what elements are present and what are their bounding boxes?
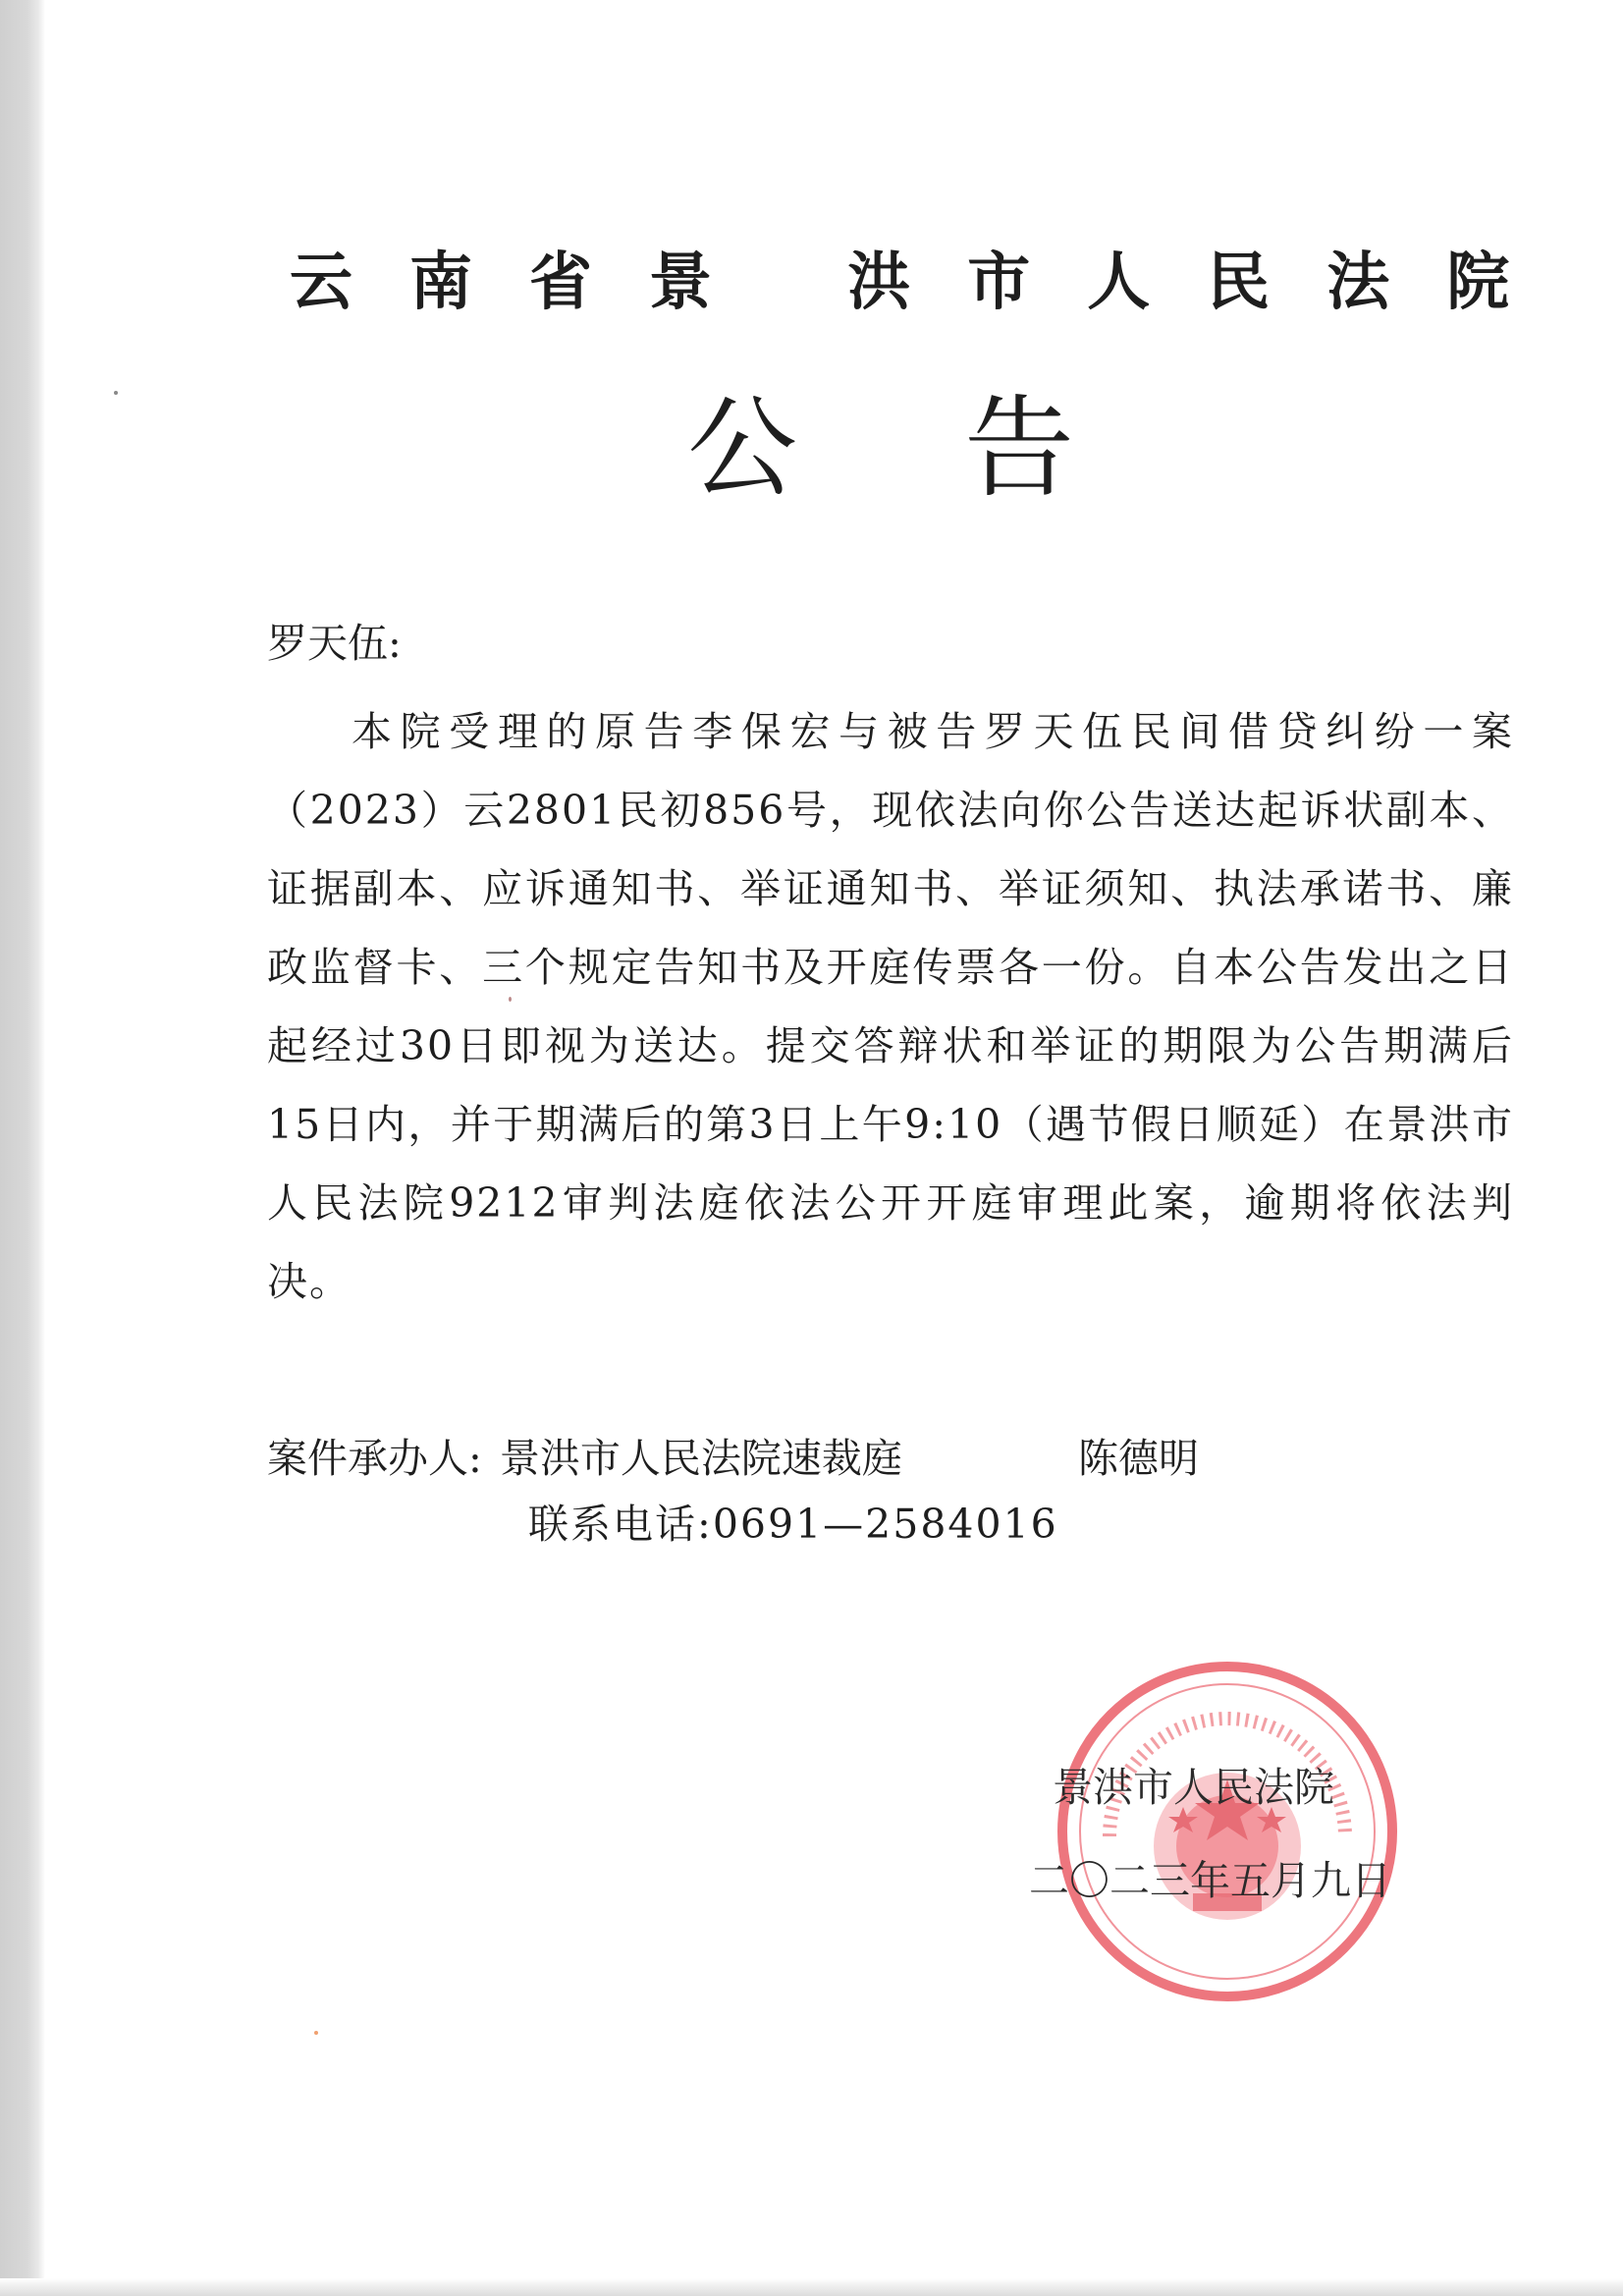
scan-edge <box>0 0 45 2296</box>
court-seal <box>1055 1660 1399 2003</box>
contact-phone-number: 0691—2584016 <box>712 1501 1058 1548</box>
case-handler-row <box>267 1429 902 1488</box>
contact-phone-label: 联系电话: <box>528 1501 713 1548</box>
court-title: 云南省景 洪市人民法院 <box>290 246 1567 319</box>
signature-date: 二〇二三年五月九日 <box>1029 1857 1391 1904</box>
case-handler-label: 案件承办人: <box>267 1435 482 1482</box>
case-handler-department: 景洪市人民法院速裁庭 <box>499 1435 902 1482</box>
contact-row <box>528 1495 1058 1554</box>
notice-body: 本院受理的原告李保宏与被告罗天伍民间借贷纠纷一案（2023）云2801民初856号，现依法向你公告送达起诉状副本、证据副本、应诉通知书、举证通知书、举证须知、执法承诺书、廉政监督卡、三个规定告知书及开庭传票各一份。自本公告发出之日起经过30日即视为送达。提交答辩状和举证的期限为公告期满后15日内，并于期满后的第3日上午9:10（遇节假日顺延）在景洪市人民法院9212审判法庭依法公开开庭审理此案，逾期将依法判决。 <box>267 708 1514 1305</box>
scan-bottom-edge <box>0 2278 1623 2296</box>
document-title: 公告 <box>687 385 1241 513</box>
case-handler-name: 陈德明 <box>1078 1435 1199 1482</box>
addressee: 罗天伍: <box>267 620 402 667</box>
scan-speck <box>314 2031 318 2035</box>
scan-speck <box>114 391 118 395</box>
signature-court: 景洪市人民法院 <box>1053 1764 1334 1811</box>
